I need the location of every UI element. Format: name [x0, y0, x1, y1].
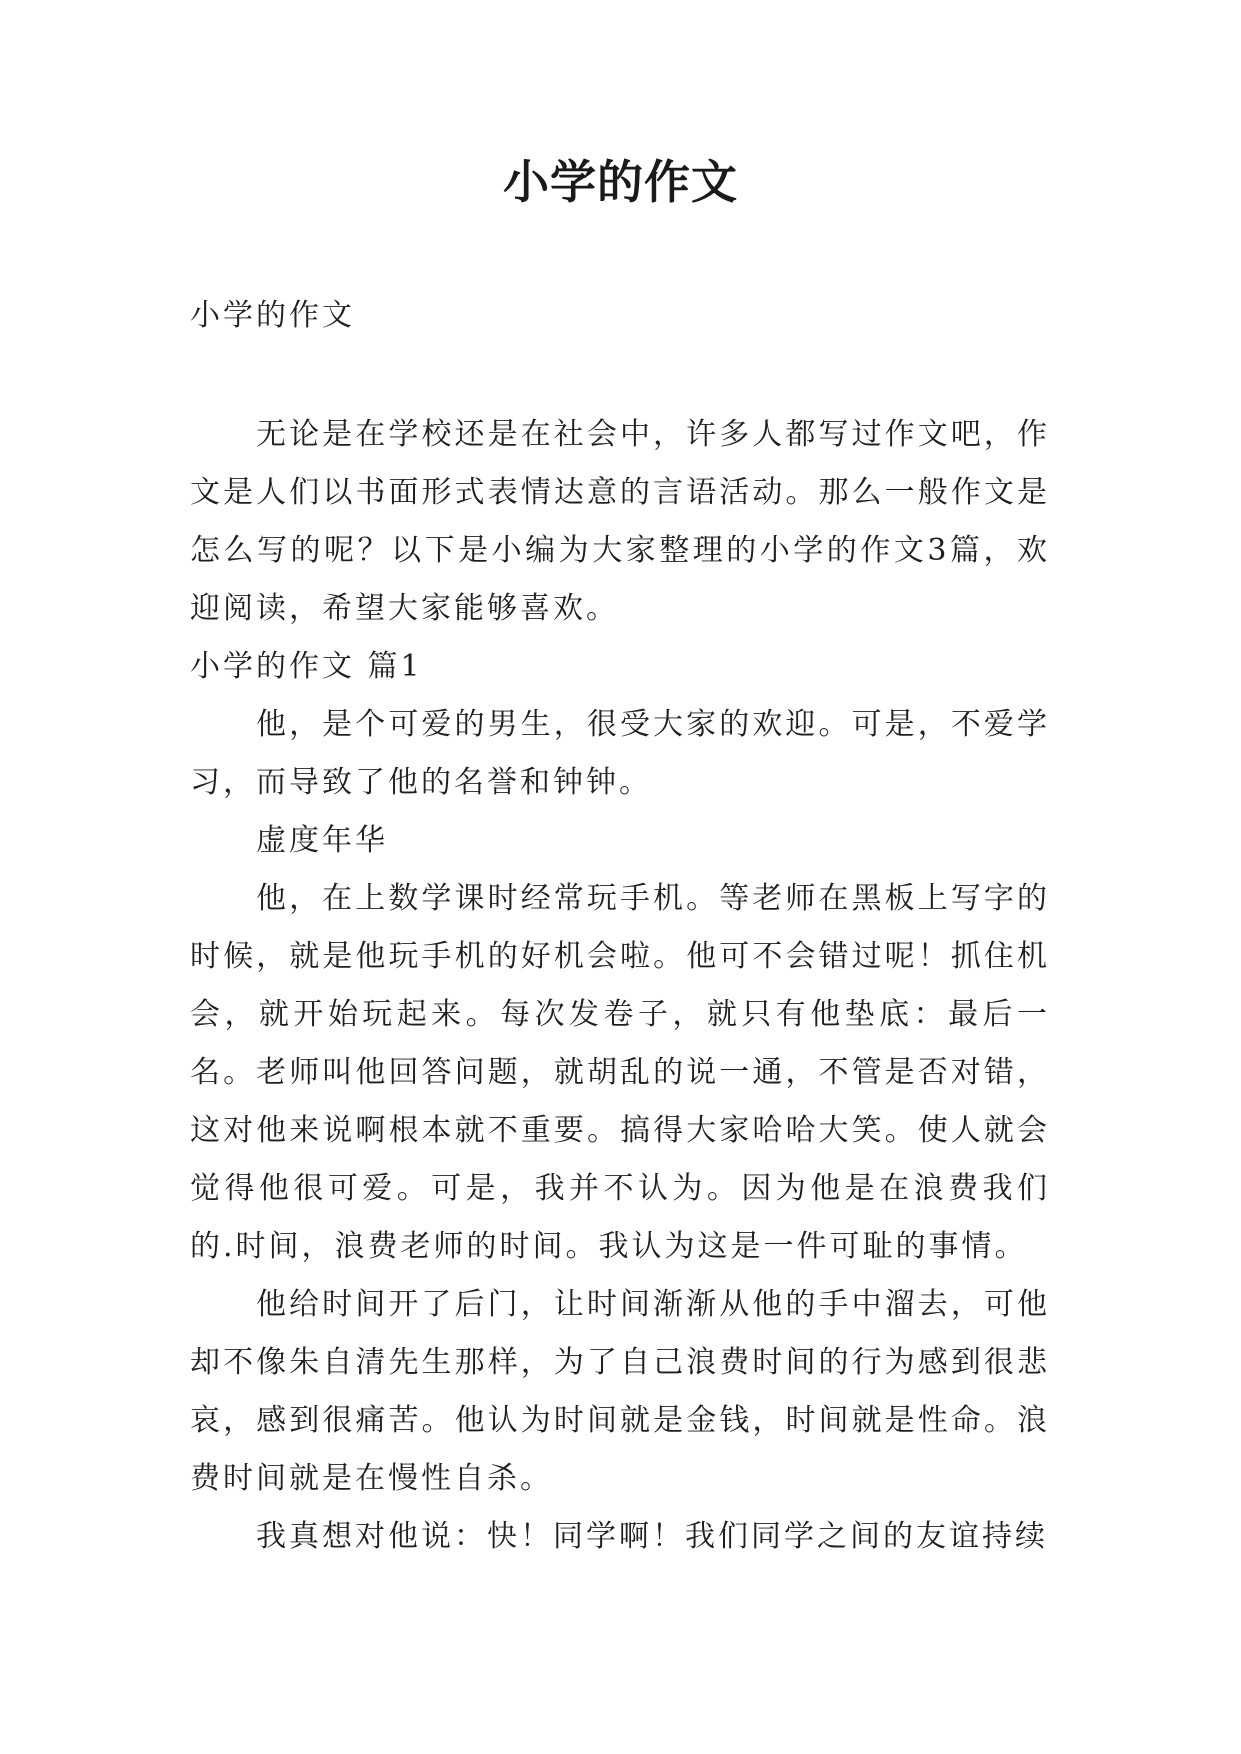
spacer — [190, 344, 1050, 406]
intro-paragraph: 无论是在学校还是在社会中，许多人都写过作文吧，作文是人们以书面形式表情达意的言语活动。那么一般作文是怎么写的呢？以下是小编为大家整理的小学的作文3篇，欢迎阅读，希望大家能够喜欢。 — [190, 417, 1050, 626]
body-paragraph-5: 我真想对他说：快！同学啊！我们同学之间的友谊持续 — [256, 1519, 1048, 1554]
body-paragraph-3: 他，在上数学课时经常玩手机。等老师在黑板上写字的时候，就是他玩手机的好机会啦。他可不会错过呢！抓住机会，就开始玩起来。每次发卷子，就只有他垫底：最后一名。老师叫他回答问题，就胡乱的说一通，不管是否对错，这对他来说啊根本就不重要。搞得大家哈哈大笑。使人就会觉得他很可爱。可是，我并不认为。因为他是在浪费我们的.时间，浪费老师的时间。我认为这是一件可耻的事情。 — [190, 881, 1050, 1264]
document-subtitle: 小学的作文 — [190, 298, 355, 333]
body-paragraph-4: 他给时间开了后门，让时间渐渐从他的手中溜去，可他却不像朱自清先生那样，为了自己浪费时间的行为感到很悲哀，感到很痛苦。他认为时间就是金钱，时间就是性命。浪费时间就是在慢性自杀。 — [190, 1287, 1050, 1496]
document-body — [190, 288, 1050, 1566]
section-heading: 小学的作文 篇1 — [190, 649, 423, 684]
body-paragraph-2: 虚度年华 — [256, 823, 388, 858]
body-paragraph-1: 他，是个可爱的男生，很受大家的欢迎。可是，不爱学习，而导致了他的名誉和钟钟。 — [190, 707, 1050, 800]
document-title: 小学的作文 — [503, 155, 738, 209]
